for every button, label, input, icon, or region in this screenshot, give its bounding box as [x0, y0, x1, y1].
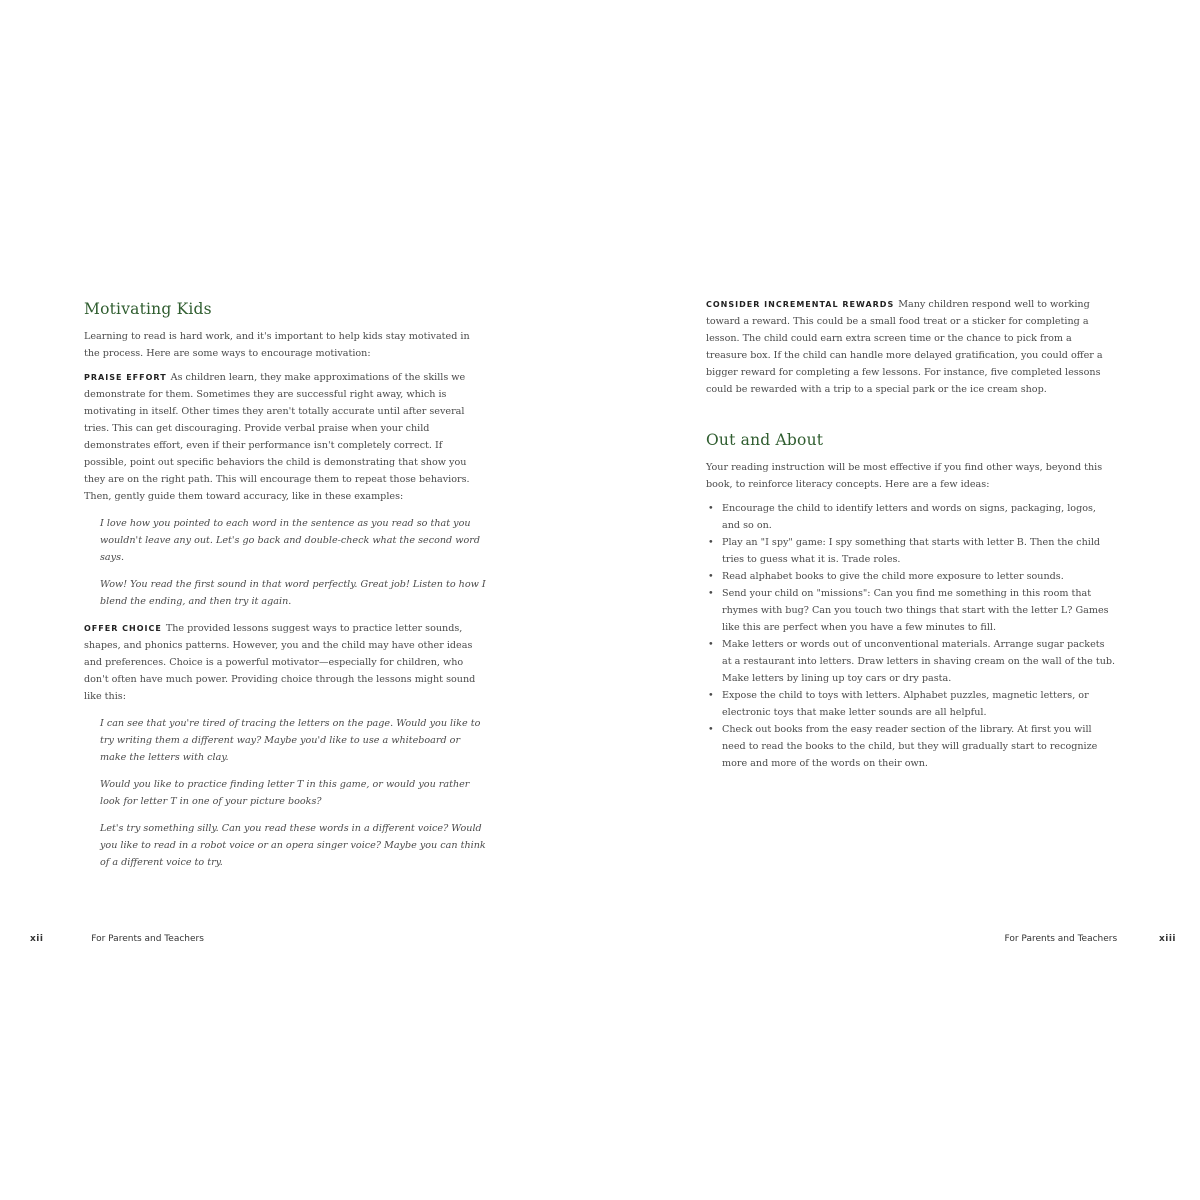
intro-paragraph: Learning to read is hard work, and it's important to help kids stay motivated in the process. Here are some ways to encourage motivation: [84, 331, 470, 359]
running-footer: For Parents and Teachers [1004, 934, 1118, 944]
list-item: • Encourage the child to identify letters and words on signs, packaging, logos, and so on. [722, 500, 1116, 534]
list-item: • Make letters or words out of unconventional materials. Arrange sugar packets at a restaurant into letters. Draw letters in shaving cream on the wall of the tub. Make letters by lining up toy cars or dry pasta. [722, 636, 1116, 687]
offer-choice-paragraph [84, 620, 488, 705]
list-item: • Send your child on "missions": Can you find me something in this room that rhymes with bug? Can you touch two things that start with the letter L? Games like this are perfect when you have a few minutes to fill. [722, 585, 1116, 636]
list-item: • Check out books from the easy reader section of the library. At first you will need to read the books to the child, but they will gradually start to recognize more and more of the words on their own. [722, 721, 1116, 772]
praise-example: I love how you pointed to each word in the sentence as you read so that you wouldn't leave any out. Let's go back and double-check what the second word says. [100, 518, 480, 563]
page-number: xiii [1158, 934, 1176, 944]
praise-effort-paragraph [84, 369, 488, 505]
right-page [600, 0, 1200, 1200]
praise-effort-lead: PRAISE EFFORT [84, 373, 167, 382]
out-about-intro: Your reading instruction will be most effective if you find other ways, beyond this book, to reinforce literacy concepts. Here are a few ideas: [706, 462, 1103, 490]
praise-example: Wow! You read the first sound in that word perfectly. Great job! Listen to how I blend the ending, and then try it again. [100, 579, 486, 607]
offer-choice-lead: OFFER CHOICE [84, 624, 162, 633]
incremental-rewards-lead: CONSIDER INCREMENTAL REWARDS [706, 300, 895, 309]
choice-example: I can see that you're tired of tracing the letters on the page. Would you like to try writing them a different way? Maybe you'd like to use a whiteboard or make the letters with clay. [100, 718, 481, 763]
section-heading-out-and-about: Out and About [706, 431, 824, 449]
running-footer: For Parents and Teachers [91, 934, 204, 944]
page-number: xii [30, 934, 44, 944]
list-item: • Read alphabet books to give the child more exposure to letter sounds. [722, 568, 1116, 585]
offer-choice-text: The provided lessons suggest ways to practice letter sounds, shapes, and phonics patterns. However, you and the child may have other ideas and preferences. Choice is a powerful motivator—especially for children, who don't often have much power. Providing choice through the lessons might sound like this: [84, 623, 476, 702]
incremental-rewards-paragraph [706, 296, 1116, 398]
right-footer [1005, 934, 1177, 944]
choice-example: Would you like to practice finding letter T in this game, or would you rather look for letter T in one of your picture books? [100, 779, 470, 807]
choice-example: Let's try something silly. Can you read these words in a different voice? Would you like to read in a robot voice or an opera singer voice? Maybe you can think of a different voice to try. [100, 823, 486, 868]
ideas-list [706, 500, 1116, 772]
list-item: • Expose the child to toys with letters. Alphabet puzzles, magnetic letters, or electronic toys that make letter sounds are all helpful. [722, 687, 1116, 721]
praise-effort-text: As children learn, they make approximations of the skills we demonstrate for them. Sometimes they are successful right away, which is motivating in itself. Other times they aren't totally accurate until after several tries. This can get discouraging. Provide verbal praise when your child demonstrates effort, even if their performance isn't completely correct. If possible, point out specific behaviors the child is demonstrating that show you they are on the right path. This will encourage them to repeat those behaviors. Then, gently guide them toward accuracy, like in these examples: [84, 372, 470, 502]
list-item: • Play an "I spy" game: I spy something that starts with letter B. Then the child tries to guess what it is. Trade roles. [722, 534, 1116, 568]
right-column [706, 296, 1116, 772]
section-heading-motivating-kids: Motivating Kids [84, 300, 212, 318]
left-column [84, 300, 488, 881]
left-footer [30, 934, 204, 944]
incremental-rewards-text: Many children respond well to working toward a reward. This could be a small food treat or a sticker for completing a lesson. The child could earn extra screen time or the chance to pick from a treasure box. If the child can handle more delayed gratification, you could offer a bigger reward for completing a few lessons. For instance, five completed lessons could be rewarded with a trip to a special park or the ice cream shop. [706, 299, 1103, 395]
